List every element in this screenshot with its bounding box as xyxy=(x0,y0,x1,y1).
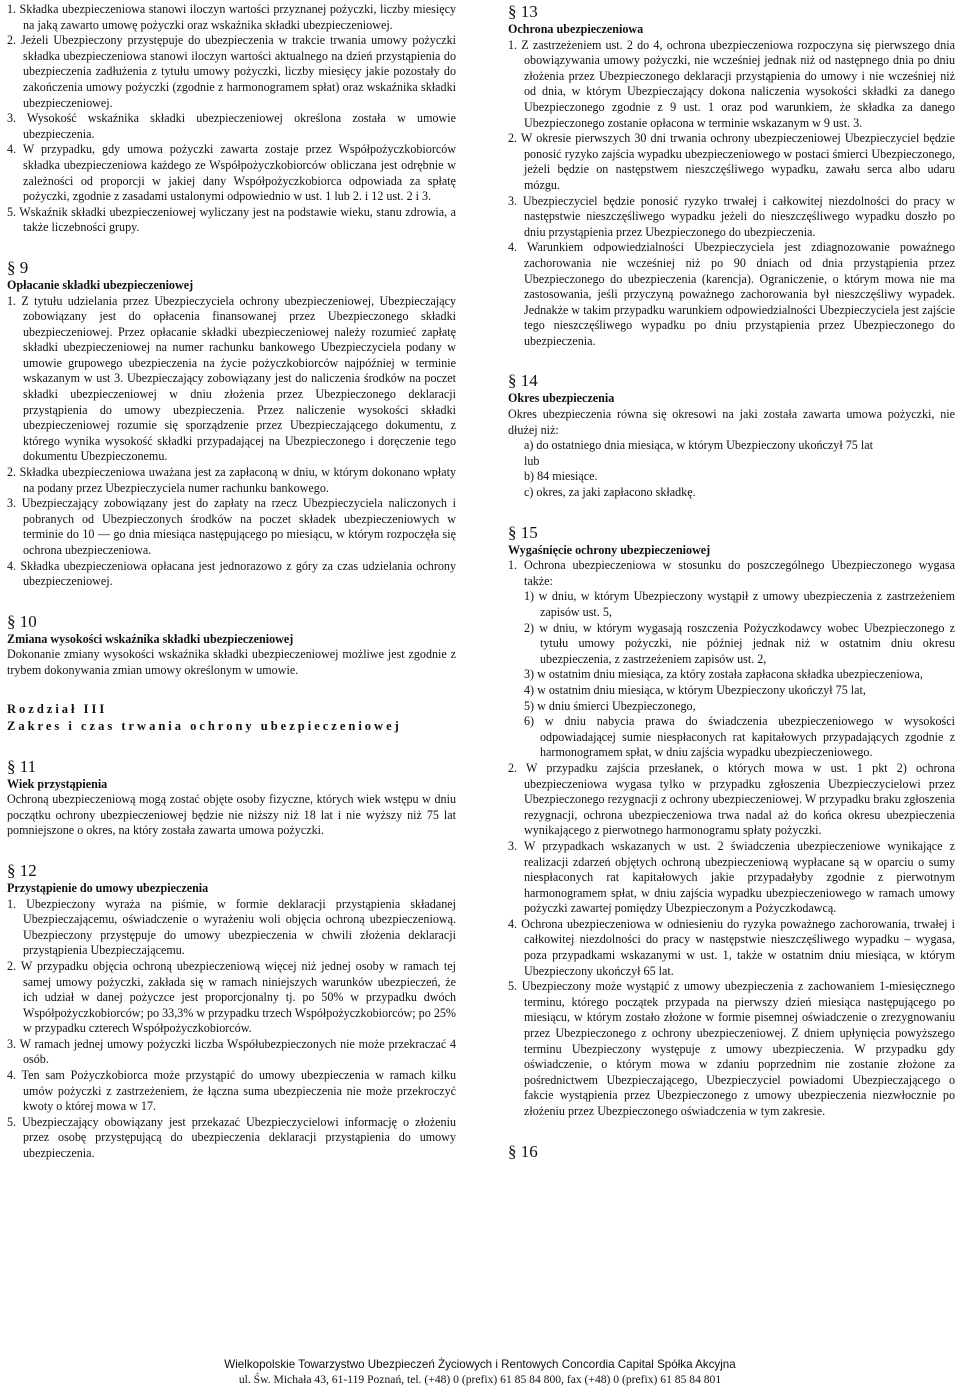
paragraph: 1. Ubezpieczony wyraża na piśmie, w formie deklaracji przystąpienia składanej Ubezpieczającemu, oświadczenie o wyrażeniu woli objęcia ochroną ubezpieczeniową. Ubezpieczony przystępuje do umowy ubezpieczenia w chwili złożenia deklaracji przystąpienia Ubezpieczającemu. xyxy=(7,896,456,958)
section-title: Wiek przystąpienia xyxy=(7,776,108,791)
chapter-subtitle: Zakres i czas trwania ochrony ubezpieczeniowej xyxy=(7,718,402,733)
paragraph: Dokonanie zmiany wysokości wskaźnika składki ubezpieczeniowej możliwe jest zgodnie z trybem dokonywania zmian umowy określonym w umowie. xyxy=(7,647,456,677)
paragraph: Okres ubezpieczenia równa się okresowi na jaki została zawarta umowa pożyczki, nie dłużej niż: xyxy=(508,407,955,437)
section-number: § 13 xyxy=(508,2,538,21)
paragraph: 2. W przypadku zajścia przesłanek, o których mowa w ust. 1 pkt 2) ochrona ubezpieczeniowa wygasa tylko w przypadku zgłoszenia Ubezpieczycielowi przez Ubezpieczonego rezygnacji z ochrony ubezpieczeniowej. W przypadku braku zgłoszenia rezygnacji, ochrona ubezpieczeniowa trwa nadal aż do końca okresu ubezpieczenia wynikającego z pierwotnego harmonogramu spłaty pożyczki. xyxy=(508,760,955,838)
section-number: § 12 xyxy=(7,860,37,880)
paragraph: Ochroną ubezpieczeniową mogą zostać objęte osoby fizyczne, których wiek wstępu w dniu początku ochrony ubezpieczeniowej będzie nie niższy niż 18 lat i nie wyższy niż 75 lat pomniejszone o okres, na który została zawarta umowa pożyczki. xyxy=(7,792,456,838)
left-column xyxy=(7,2,456,1162)
section-title: Przystąpienie do umowy ubezpieczenia xyxy=(7,880,209,895)
section-number: § 11 xyxy=(7,756,37,776)
paragraph: 3. Ubezpieczający zobowiązany jest do zapłaty na rzecz Ubezpieczyciela naliczonych i pobranych od Ubezpieczonych środków na poczet składek ubezpieczeniowych w terminie do 10 — go dnia miesiąca następującego po miesiącu, w którym rozpoczęła się ochrona ubezpieczeniowa. xyxy=(7,496,456,557)
section-title: Opłacanie składki ubezpieczeniowej xyxy=(7,277,194,292)
list-item: 5) w dniu śmierci Ubezpieczonego, xyxy=(524,698,696,713)
paragraph: 2. Jeżeli Ubezpieczony przystępuje do ubezpieczenia w trakcie trwania umowy pożyczki składka ubezpieczeniowa stanowi iloczyn wartości aktualnego na dzień przystąpienia do ubezpieczenia zadłużenia z tytułu umowy pożyczki, liczby miesięcy jakie pozostały do zakończenia umowy pożyczki (zgodnie z harmonogramem spłat) oraz wskaźnika składki ubezpieczeniowej. xyxy=(7,33,456,110)
paragraph: 3. W ramach jednej umowy pożyczki liczba Współubezpieczonych nie może przekraczać 4 osób. xyxy=(7,1036,456,1067)
list-item: a) do ostatniego dnia miesiąca, w którym Ubezpieczony ukończył 75 lat xyxy=(524,438,873,453)
section-number: § 14 xyxy=(508,371,538,391)
paragraph: 2. W okresie pierwszych 30 dni trwania ochrony ubezpieczeniowej Ubezpieczyciel będzie ponosić ryzyko zajścia wypadku ubezpieczeniowego w postaci śmierci Ubezpieczonego, jeżeli będzie on następstwem nieszczęśliwego wypadku, zawału serca albo udaru mózgu. xyxy=(508,131,955,192)
paragraph: 2. Składka ubezpieczeniowa uważana jest za zapłaconą w dniu, w którym dokonano wpłaty na podany przez Ubezpieczyciela numer rachunku bankowego. xyxy=(7,465,456,495)
list-item: 2) w dniu, w którym wygasają roszczenia Pożyczkodawcy wobec Ubezpieczonego z tytułu umowy pożyczki, nie później jednak niż w ostatnim dniu okresu ubezpieczenia, z zastrzeżeniem zapisów ust. 2, xyxy=(524,620,955,666)
list-item: 3) w ostatnim dniu miesiąca, za który została zapłacona składka ubezpieczeniowa, xyxy=(524,667,923,682)
section-number: § 9 xyxy=(7,257,29,277)
paragraph: 1. Ochrona ubezpieczeniowa w stosunku do poszczególnego Ubezpieczonego wygasa także: xyxy=(508,558,955,588)
paragraph: 4. W przypadku, gdy umowa pożyczki zawarta zostaje przez Współpożyczkobiorców składka ubezpieczeniowa każdego ze Współpożyczkobiorców obliczana jest odrębnie w zależności od proporcji w jakiej dany Współpożyczkobiorca odpowiada za spłatę pożyczki, zgodnie z zasadami ustalonymi odpowiednio w ust. 1 lub 2. i 12 ust. 2 i 3. xyxy=(7,142,456,204)
paragraph: 3. Ubezpieczyciel będzie ponosić ryzyko trwałej i całkowitej niezdolności do pracy w następstwie nieszczęśliwego wypadku jeżeli do nieszczęśliwego wypadku doszło po dniu przystąpienia przez Ubezpieczonego do ubezpieczenia. xyxy=(508,193,955,239)
paragraph: 5. Wskaźnik składki ubezpieczeniowej wyliczany jest na podstawie wieku, stanu zdrowia, a także liczebności grupy. xyxy=(7,204,456,235)
paragraph: 3. W przypadkach wskazanych w ust. 2 świadczenia ubezpieczeniowe wynikające z realizacji zdarzeń objętych ochroną ubezpieczeniową wypłacane są w oparciu o sumy niespłaconych rat kapitałowych jakie przypadałyby zgodnie z pierwotnym harmonogramem spłat, w dniu zajścia wypadku ubezpieczeniowego w ramach umowy pożyczki zawartej pomiędzy Ubezpieczonym a Pożyczkodawcą. xyxy=(508,838,955,916)
section-title: Wygaśnięcie ochrony ubezpieczeniowej xyxy=(508,542,711,557)
page-footer xyxy=(0,1357,960,1387)
paragraph: 1. Składka ubezpieczeniowa stanowi iloczyn wartości przyznanej pożyczki, liczby miesięcy na jaką zawarto umowę pożyczki oraz wskaźnika składki ubezpieczeniowej. xyxy=(7,2,456,32)
paragraph: 4. Składka ubezpieczeniowa opłacana jest jednorazowo z góry za czas udzielania ochrony ubezpieczeniowej. xyxy=(7,558,456,589)
list-item: 4) w ostatnim dniu miesiąca, w którym Ubezpieczony ukończył 75 lat, xyxy=(524,682,866,697)
section-title: Zmiana wysokości wskaźnika składki ubezpieczeniowej xyxy=(7,631,294,646)
paragraph: 4. Warunkiem odpowiedzialności Ubezpieczyciela jest zdiagnozowanie poważnego zachorowania nie wcześniej niż po 90 dniach od dnia przystąpienia przez Ubezpieczonego do ubezpieczenia (karencja). Ograniczenie, o którym mowa nie ma zastosowania, jeśli przyczyną poważnego zachorowania był nieszczęśliwy wypadek. Jednakże w takim przypadku warunkiem odpowiedzialności Ubezpieczyciela jest zajście tego nieszczęśliwego wypadku po dniu przystąpienia przez Ubezpieczonego do ubezpieczenia. xyxy=(508,240,955,348)
footer-company: Wielkopolskie Towarzystwo Ubezpieczeń Życiowych i Rentowych Concordia Capital Spółka Akcyjna xyxy=(224,1358,736,1371)
paragraph: 5. Ubezpieczający obowiązany jest przekazać Ubezpieczycielowi informację o złożeniu przez osobę przystępującą do ubezpieczenia deklaracji przystąpienia do umowy ubezpieczenia. xyxy=(7,1114,456,1161)
paragraph: 4. Ochrona ubezpieczeniowa w odniesieniu do ryzyka poważnego zachorowania, trwałej i całkowitej niezdolności do pracy w następstwie nieszczęśliwego wypadku – wygasa, poza przypadkami wskazanymi w ust. 1, także w ostatnim dniu miesiąca, w którym Ubezpieczony ukończył 65 lat. xyxy=(508,916,955,978)
list-item: 6) w dniu nabycia prawa do świadczenia ubezpieczeniowego w wysokości odpowiadającej sumie niespłaconych rat kapitałowych przypadających zgodnie z harmonogramem spłat, w dniu zajścia wypadku ubezpieczeniowego. xyxy=(524,714,955,760)
paragraph: 1. Z tytułu udzielania przez Ubezpieczyciela ochrony ubezpieczeniowej, Ubezpieczający zobowiązany jest do opłacenia finansowanej przez Ubezpieczonego składki ubezpieczeniowej. Przez opłacanie składki ubezpieczeniowej należy rozumieć zapłatę składki ubezpieczeniowej na numer rachunku bankowego Ubezpieczyciela podany w umowie grupowego ubezpieczenia na życie pożyczkobiorców najpóźniej w terminie wskazanym w ust 3. Ubezpieczający zobowiązany jest do naliczenia środków na poczet składki ubezpieczeniowej w dniu złożenia przez Ubezpieczonego deklaracji przystąpienia do umowy ubezpieczenia. Przez naliczenie wysokości składki ubezpieczeniowej rozumie się sporządzenie przez Ubezpieczającego dokumentu, z którego wynika wysokość składki przypadającej na Ubezpieczonego i doręczenie tego dokumentu Ubezpieczonemu. xyxy=(7,293,456,464)
right-column xyxy=(508,2,955,1162)
section-title: Ochrona ubezpieczeniowa xyxy=(508,22,644,36)
footer-address: ul. Św. Michała 43, 61-119 Poznań, tel. (+48) 0 (prefix) 61 85 84 800, fax (+48) 0 (prefix) 61 85 84 801 xyxy=(238,1373,722,1386)
paragraph: 4. Ten sam Pożyczkobiorca może przystąpić do umowy ubezpieczenia w ramach kilku umów pożyczki z zastrzeżeniem, że łączna suma ubezpieczenia nie może przekroczyć kwoty o której mowa w 17. xyxy=(7,1068,456,1114)
paragraph: 1. Z zastrzeżeniem ust. 2 do 4, ochrona ubezpieczeniowa rozpoczyna się pierwszego dnia obowiązywania umowy pożyczki, nie wcześniej jednak niż od następnego dnia po dniu złożenia przez Ubezpieczonego deklaracji przystąpienia do umowy i nie wcześniej niż od dnia, w którym Ubezpieczający dokona naliczenia wysokości składki za danego Ubezpieczonego zgodnie z 9 ust. 1 oraz pod warunkiem, że składka za danego Ubezpieczonego zostanie opłacona w terminie wskazanym w 9 ust. 3. xyxy=(508,37,955,130)
list-item: lub xyxy=(524,453,540,468)
list-item: c) okres, za jaki zapłacono składkę. xyxy=(524,485,696,500)
section-number: § 16 xyxy=(508,1141,538,1161)
paragraph: 2. W przypadku objęcia ochroną ubezpieczeniową więcej niż jednej osoby w ramach tej samej umowy pożyczki, zakłada się w ramach niniejszych warunków ubezpieczeń, że ich udział w danej pożyczce jest proporcjonalny tj. po 50% w przypadku dwóch Współpożyczkobiorców; po 33,3% w przypadku trzech Współpożyczkobiorców; po 25% w przypadku czterech Współpożyczkobiorców. xyxy=(7,958,456,1036)
paragraph: 5. Ubezpieczony może wystąpić z umowy ubezpieczenia z zachowaniem 1-miesięcznego terminu, którego początek przypada na pierwszy dzień miesiąca następującego po miesiącu, w którym zostało złożone w formie pisemnej oświadczenie o zrezygnowaniu przez Ubezpieczonego z ochrony ubezpieczeniowej. Z dniem upłynięcia powyższego terminu Ubezpieczony występuje z umowy ubezpieczenia. W przypadku gdy oświadczenie, o którym mowa w zdaniu poprzednim nie zostanie złożone za pośrednictwem Ubezpieczającego, Ubezpieczyciel powiadomi Ubezpieczającego o fakcie wystąpienia przez Ubezpieczonego z umowy ubezpieczenia niezwłocznie po złożeniu przez Ubezpieczonego oświadczenia w tym zakresie. xyxy=(508,979,955,1118)
list-item: 1) w dniu, w którym Ubezpieczony wystąpił z umowy ubezpieczenia z zastrzeżeniem zapisów ust. 5, xyxy=(524,589,955,619)
section-number: § 15 xyxy=(508,522,538,542)
list-item: b) 84 miesiące. xyxy=(524,469,598,484)
chapter-title: Rozdział III xyxy=(7,701,108,716)
paragraph: 3. Wysokość wskaźnika składki ubezpieczeniowej określona została w umowie ubezpieczenia. xyxy=(7,111,456,141)
section-number: § 10 xyxy=(7,611,37,631)
section-title: Okres ubezpieczenia xyxy=(508,391,615,406)
